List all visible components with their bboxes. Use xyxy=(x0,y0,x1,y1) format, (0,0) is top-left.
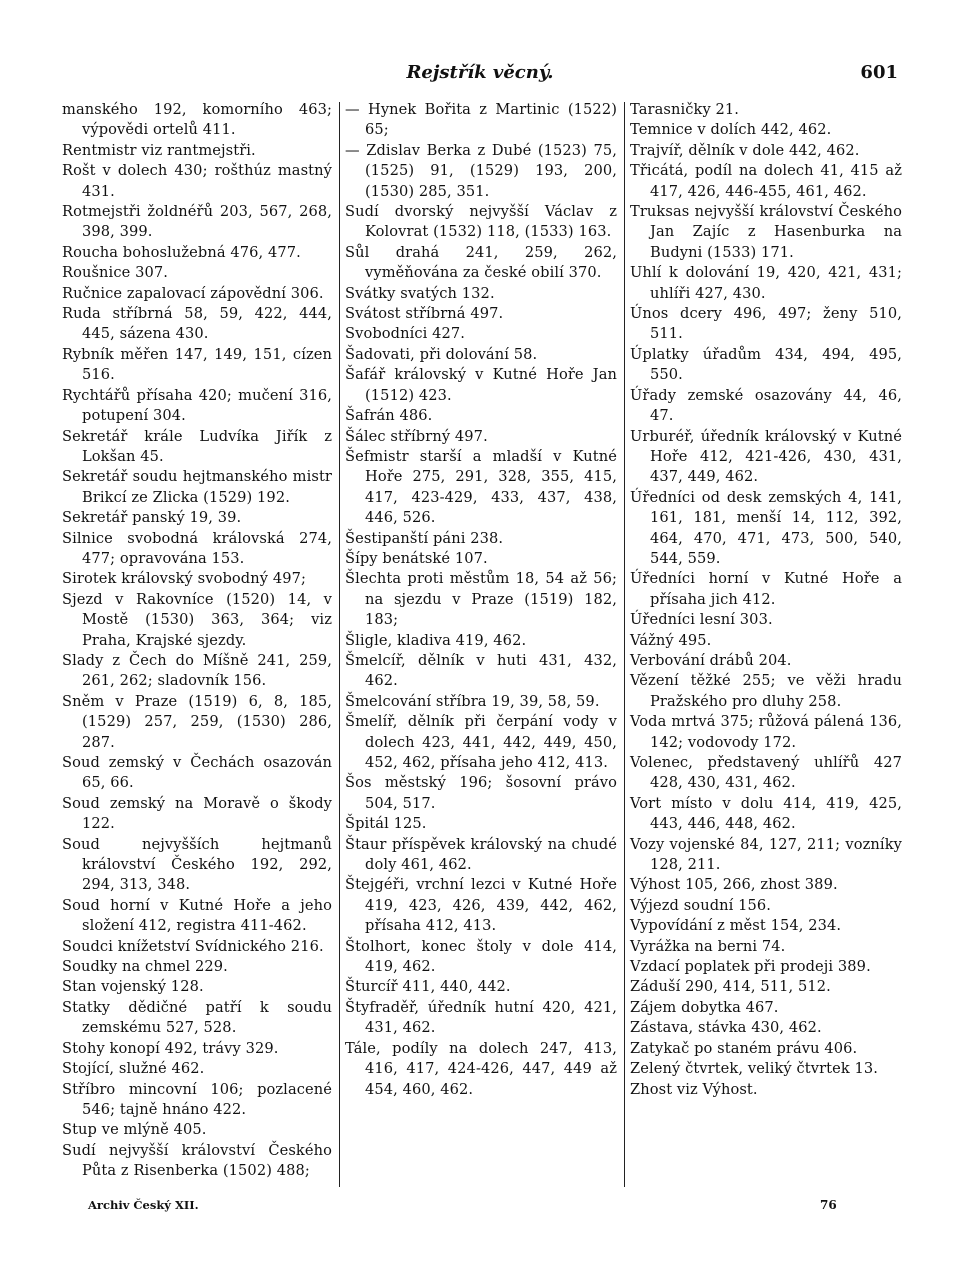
index-entry: Únos dcery 496, 497; ženy 510, 511. xyxy=(630,305,902,343)
index-entry: Zhost viz Výhost. xyxy=(630,1080,758,1098)
index-entry: Šestipanští páni 238. xyxy=(345,529,504,547)
printer-signature: Archiv Český XII. xyxy=(88,1198,199,1212)
index-entry: Šlechta proti městům 18, 54 až 56; na sjezdu v Praze (1519) 182, 183; xyxy=(345,570,617,629)
index-entry: Ruda stříbrná 58, 59, 422, 444, 445, sázena 430. xyxy=(62,305,332,343)
index-entry: Vyrážka na berni 74. xyxy=(630,937,786,955)
index-entry: Vozy vojenské 84, 127, 211; vozníky 128, 211. xyxy=(630,835,902,874)
index-entry: Stohy konopí 492, trávy 329. xyxy=(62,1039,279,1057)
index-entry: Stan vojenský 128. xyxy=(62,978,204,996)
index-entry: manského 192, komorního 463; výpovědi ortelů 411. xyxy=(62,101,332,139)
index-entry: Rotmejstři žoldnéřů 203, 567, 268, 398, 399. xyxy=(62,203,332,241)
index-entry: Štyfraděř, úředník hutní 420, 421, 431, 462. xyxy=(345,998,617,1037)
sheet-number: 76 xyxy=(820,1198,837,1212)
index-entry: Stojící, služné 462. xyxy=(62,1060,205,1078)
index-entry: Vypovídání z měst 154, 234. xyxy=(630,917,842,935)
index-entry: Svátost stříbrná 497. xyxy=(345,305,504,323)
index-entry: Šligle, kladiva 419, 462. xyxy=(345,631,527,649)
index-entry: Výjezd soudní 156. xyxy=(630,896,772,914)
index-entry: Zatykač po staném právu 406. xyxy=(630,1039,858,1057)
index-entry: Šadovati, při dolování 58. xyxy=(345,345,538,363)
index-entry: Úředníci od desk zemských 4, 141, 161, 181, menší 14, 112, 392, 464, 470, 471, 473, 500, 540, 544, 559. xyxy=(630,488,902,567)
entry-list xyxy=(345,100,617,1100)
running-title: Rejstřík věcný. xyxy=(406,62,554,83)
index-entry: Šálec stříbrný 497. xyxy=(345,427,488,445)
index-entry: Stup ve mlýně 405. xyxy=(62,1121,207,1139)
index-entry: Vort místo v dolu 414, 419, 425, 443, 446, 448, 462. xyxy=(630,794,902,833)
page-header xyxy=(0,62,960,92)
index-entry: Sněm v Praze (1519) 6, 8, 185, (1529) 257, 259, (1530) 286, 287. xyxy=(62,692,332,751)
index-entry: Verbování drábů 204. xyxy=(630,651,792,669)
index-entry: Vzdací poplatek při prodeji 389. xyxy=(630,958,871,976)
index-entry: Slady z Čech do Míšně 241, 259, 261, 262; sladovník 156. xyxy=(62,651,332,690)
index-entry: Štolhort, konec štoly v dole 414, 419, 462. xyxy=(345,937,617,976)
index-entry: Šefmistr starší a mladší v Kutné Hoře 275, 291, 328, 355, 415, 417, 423-429, 433, 437, 438, 446, 526. xyxy=(345,447,617,527)
index-entry: Trajvíř, dělník v dole 442, 462. xyxy=(630,141,860,159)
index-entry: Soud horní v Kutné Hoře a jeho složení 412, registra 411-462. xyxy=(62,896,332,935)
index-entry: Rybník měřen 147, 149, 151, cízen 516. xyxy=(62,345,332,384)
index-entry: Šmelcování stříbra 19, 39, 58, 59. xyxy=(345,692,600,710)
index-entry: Šafrán 486. xyxy=(345,407,433,425)
page-footer xyxy=(0,1198,960,1218)
index-entry: Soud zemský na Moravě o škody 122. xyxy=(62,794,332,833)
index-entry: Roušnice 307. xyxy=(62,264,168,282)
index-entry: Rošt v dolech 430; rošthúz mastný 431. xyxy=(62,162,332,200)
index-entry: Sudí dvorský nejvyšší Václav z Kolovrat (1532) 118, (1533) 163. xyxy=(345,203,617,241)
index-entry: Svobodníci 427. xyxy=(345,325,466,343)
index-entry: Uhlí k dolování 19, 420, 421, 431; uhlíři 427, 430. xyxy=(630,264,902,302)
index-entry: Šmelcíř, dělník v huti 431, 432, 462. xyxy=(345,651,617,690)
column-divider xyxy=(339,102,340,1187)
index-entry: Soud zemský v Čechách osazován 65, 66. xyxy=(62,754,332,792)
index-entry: Sudí nejvyšší království Českého Půta z Risenberka (1502) 488; xyxy=(62,1141,332,1180)
index-entry: — Zdislav Berka z Dubé (1523) 75, (1525) 91, (1529) 193, 200, (1530) 285, 351. xyxy=(345,141,617,200)
index-entry: Vězení těžké 255; ve věži hradu Pražského pro dluhy 258. xyxy=(630,672,902,710)
index-entry: Šafář královský v Kutné Hoře Jan (1512) 423. xyxy=(345,366,617,404)
index-entry: Sekretář panský 19, 39. xyxy=(62,509,242,527)
index-entry: Úplatky úřadům 434, 494, 495, 550. xyxy=(630,345,902,384)
index-entry: Soudci knížetství Svídnického 216. xyxy=(62,937,324,955)
index-entry: Sjezd v Rakovníce (1520) 14, v Mostě (1530) 363, 364; viz Praha, Krajské sjezdy. xyxy=(62,590,332,649)
index-entry: Šturcíř 411, 440, 442. xyxy=(345,978,511,996)
index-entry: Soudky na chmel 229. xyxy=(62,958,228,976)
index-entry: Roucha bohoslužebná 476, 477. xyxy=(62,243,301,261)
index-entry: Silnice svobodná královská 274, 477; opravována 153. xyxy=(62,529,332,567)
index-entry: Tále, podíly na dolech 247, 413, 416, 417, 424-426, 447, 449 až 454, 460, 462. xyxy=(345,1039,617,1098)
entry-list xyxy=(630,100,902,1100)
index-entry: Volenec, představený uhlířů 427 428, 430, 431, 462. xyxy=(630,754,902,792)
index-entry: Úřady zemské osazovány 44, 46, 47. xyxy=(630,386,902,425)
index-entry: Statky dědičné patří k soudu zemskému 527, 528. xyxy=(62,998,332,1037)
page-number: 601 xyxy=(860,62,898,83)
index-entry: Truksas nejvyšší království Českého Jan Zajíc z Hasenburka na Budyni (1533) 171. xyxy=(630,203,902,261)
index-entry: Zájem dobytka 467. xyxy=(630,998,779,1016)
index-column-3 xyxy=(630,100,902,1100)
index-entry: Úředníci lesní 303. xyxy=(630,611,773,629)
index-entry: Soud nejvyšších hejtmanů království Českého 192, 292, 294, 313, 348. xyxy=(62,835,332,894)
index-column-2 xyxy=(345,100,617,1100)
index-entry: Stříbro mincovní 106; pozlacené 546; tajně hnáno 422. xyxy=(62,1080,332,1118)
index-entry: Šos městský 196; šosovní právo 504, 517. xyxy=(345,774,617,812)
index-entry: Sůl drahá 241, 259, 262, vyměňována za české obilí 370. xyxy=(345,243,617,282)
index-entry: Urburéř, úředník královský v Kutné Hoře 412, 421-426, 430, 431, 437, 449, 462. xyxy=(630,427,902,486)
index-entry: Zástava, stávka 430, 462. xyxy=(630,1019,822,1037)
index-entry: Tarasničky 21. xyxy=(630,101,740,118)
index-entry: Štejgéři, vrchní lezci v Kutné Hoře 419, 423, 426, 439, 442, 462, přísaha 412, 413. xyxy=(345,876,617,935)
index-entry: Zelený čtvrtek, veliký čtvrtek 13. xyxy=(630,1060,879,1078)
index-entry: Rentmistr viz rantmejstři. xyxy=(62,141,256,159)
index-entry: Svátky svatých 132. xyxy=(345,284,495,302)
index-entry: Sekretář krále Ludvíka Jiřík z Lokšan 45. xyxy=(62,427,332,465)
index-entry: Voda mrtvá 375; růžová pálená 136, 142; vodovody 172. xyxy=(630,713,902,751)
index-entry: Výhost 105, 266, zhost 389. xyxy=(630,876,838,894)
index-entry: Šmelíř, dělník při čerpání vody v dolech 423, 441, 442, 449, 450, 452, 462, přísaha jeho 412, 413. xyxy=(345,713,617,771)
index-entry: Šípy benátské 107. xyxy=(345,549,488,567)
index-entry: Sekretář soudu hejtmanského mistr Brikcí ze Zlicka (1529) 192. xyxy=(62,468,332,506)
index-entry: Štaur příspěvek královský na chudé doly 461, 462. xyxy=(345,835,617,874)
index-entry: Špitál 125. xyxy=(345,815,427,833)
column-divider xyxy=(624,102,625,1187)
index-entry: Ručnice zapalovací zápovědní 306. xyxy=(62,284,324,302)
index-entry: Vážný 495. xyxy=(630,631,712,649)
index-entry: — Hynek Bořita z Martinic (1522) 65; xyxy=(345,101,617,139)
index-entry: Temnice v dolích 442, 462. xyxy=(630,121,832,139)
index-entry: Sirotek královský svobodný 497; xyxy=(62,570,306,588)
index-entry: Třicátá, podíl na dolech 41, 415 až 417, 426, 446-455, 461, 462. xyxy=(630,162,902,200)
index-entry: Rychtářů přísaha 420; mučení 316, potupení 304. xyxy=(62,386,332,425)
entry-list xyxy=(62,100,332,1182)
index-entry: Záduší 290, 414, 511, 512. xyxy=(630,978,831,996)
index-entry: Úředníci horní v Kutné Hoře a přísaha jich 412. xyxy=(630,570,902,608)
index-column-1 xyxy=(62,100,332,1182)
